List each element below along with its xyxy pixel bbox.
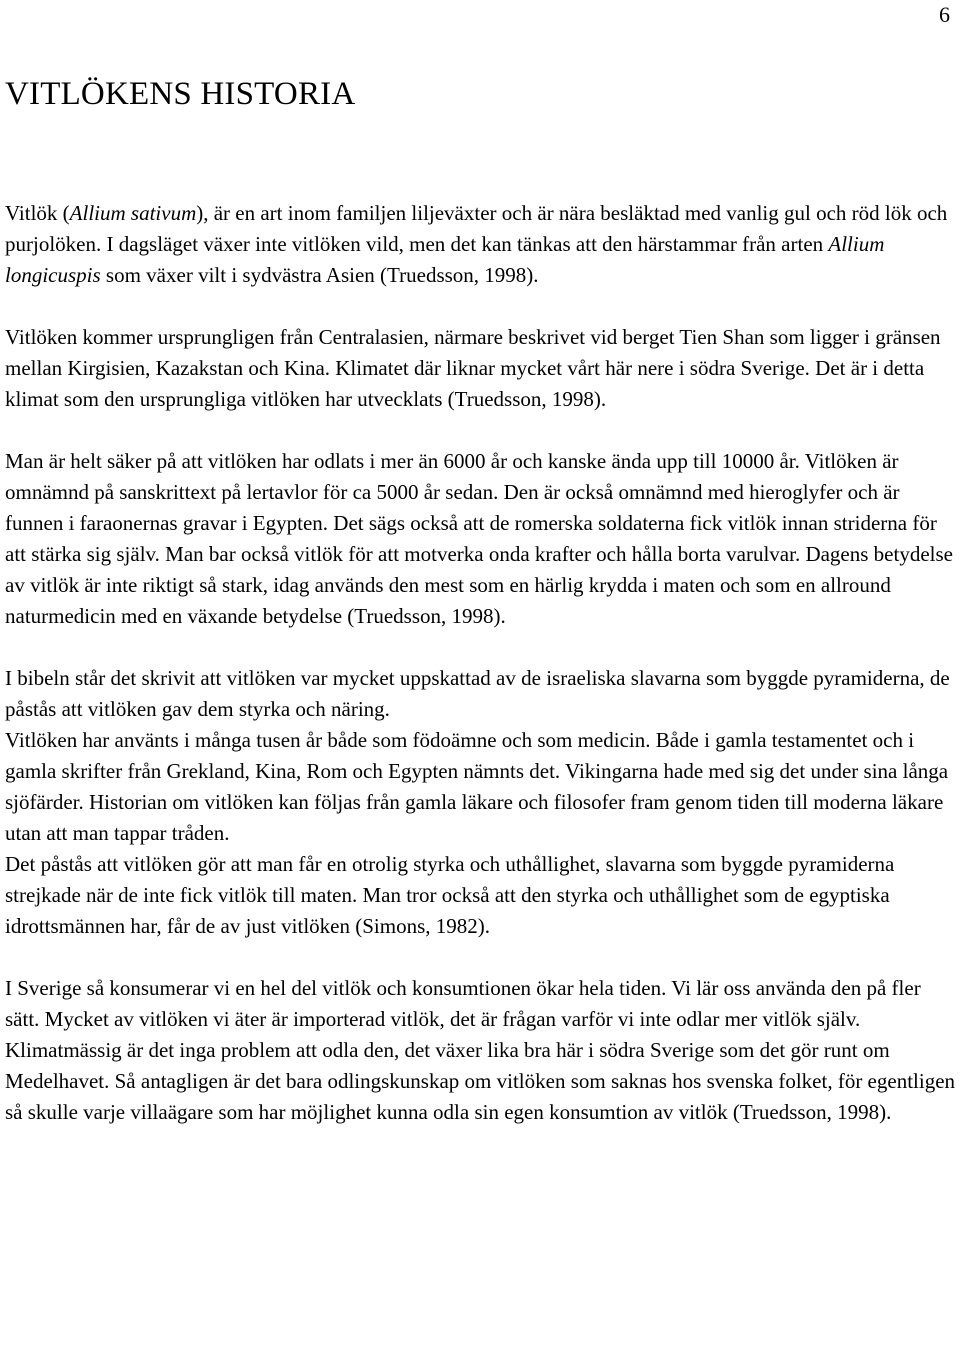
paragraph-gap xyxy=(5,632,957,663)
paragraph-1-text-b: ), är en art inom familjen liljeväxter och är nära besläktad med vanlig gul och röd lök och purjolöken. I dagsläget växer inte vitlöken vild, men det kan tänkas att den härstammar från arten xyxy=(5,201,948,256)
paragraph-7: I Sverige så konsumerar vi en hel del vitlök och konsumtionen ökar hela tiden. Vi lär oss använda den på fler sätt. Mycket av vitlöken vi äter är importerad vitlök, det är frågan varför vi inte odlar mer vitlök själv. Klimatmässig är det inga problem att odla den, det växer lika bra här i södra Sverige som det gör runt om Medelhavet. Så antagligen är det bara odlingskunskap om vitlöken som saknas hos svenska folket, för egentligen så skulle varje villaägare som har möjlighet kunna odla sin egen konsumtion av vitlök (Truedsson, 1998). xyxy=(5,976,956,1124)
species-name-longicuspis: Allium longicuspis xyxy=(5,232,885,287)
paragraph-4: I bibeln står det skrivit att vitlöken var mycket uppskattad av de israeliska slavarna som byggde pyramiderna, de påstås att vitlöken gav dem styrka och näring. xyxy=(5,666,950,721)
paragraph-1-text-c: som växer vilt i sydvästra Asien (Truedsson, 1998). xyxy=(100,263,539,287)
document-body xyxy=(5,198,957,1128)
species-name-sativum: Allium sativum xyxy=(69,201,197,225)
paragraph-1 xyxy=(5,198,957,291)
paragraph-gap xyxy=(5,291,957,322)
paragraph-6: Det påstås att vitlöken gör att man får en otrolig styrka och uthållighet, slavarna som byggde pyramiderna strejkade när de inte fick vitlök till maten. Man tror också att den styrka och uthållighet som de egyptiska idrottsmännen har, får de av just vitlöken (Simons, 1982). xyxy=(5,852,895,938)
paragraph-gap xyxy=(5,942,957,973)
paragraph-2: Vitlöken kommer ursprungligen från Centralasien, närmare beskrivet vid berget Tien Shan som ligger i gränsen mellan Kirgisien, Kazakstan och Kina. Klimatet där liknar mycket vårt här nere i södra Sverige. Det är i detta klimat som den ursprungliga vitlöken har utvecklats (Truedsson, 1998). xyxy=(5,325,941,411)
paragraph-1-text-a: Vitlök ( xyxy=(5,201,70,225)
page-number: 6 xyxy=(939,2,950,27)
page-title: VITLÖKENS HISTORIA xyxy=(5,76,356,112)
paragraph-gap xyxy=(5,415,957,446)
paragraph-5: Vitlöken har använts i många tusen år både som födoämne och som medicin. Både i gamla testamentet och i gamla skrifter från Grekland, Kina, Rom och Egypten nämnts det. Vikingarna hade med sig det under sina långa sjöfärder. Historian om vitlöken kan följas från gamla läkare och filosofer fram genom tiden till moderna läkare utan att man tappar tråden. xyxy=(5,728,949,845)
paragraph-3: Man är helt säker på att vitlöken har odlats i mer än 6000 år och kanske ända upp till 10000 år. Vitlöken är omnämnd på sanskrittext på lertavlor för ca 5000 år sedan. Den är också omnämnd med hieroglyfer och är funnen i faraonernas gravar i Egypten. Det sägs också att de romerska soldaterna fick vitlök innan striderna för att stärka sig själv. Man bar också vitlök för att motverka onda krafter och hålla borta varulvar. Dagens betydelse av vitlök är inte riktigt så stark, idag används den mest som en härlig krydda i maten och som en allround naturmedicin med en växande betydelse (Truedsson, 1998). xyxy=(5,449,953,628)
